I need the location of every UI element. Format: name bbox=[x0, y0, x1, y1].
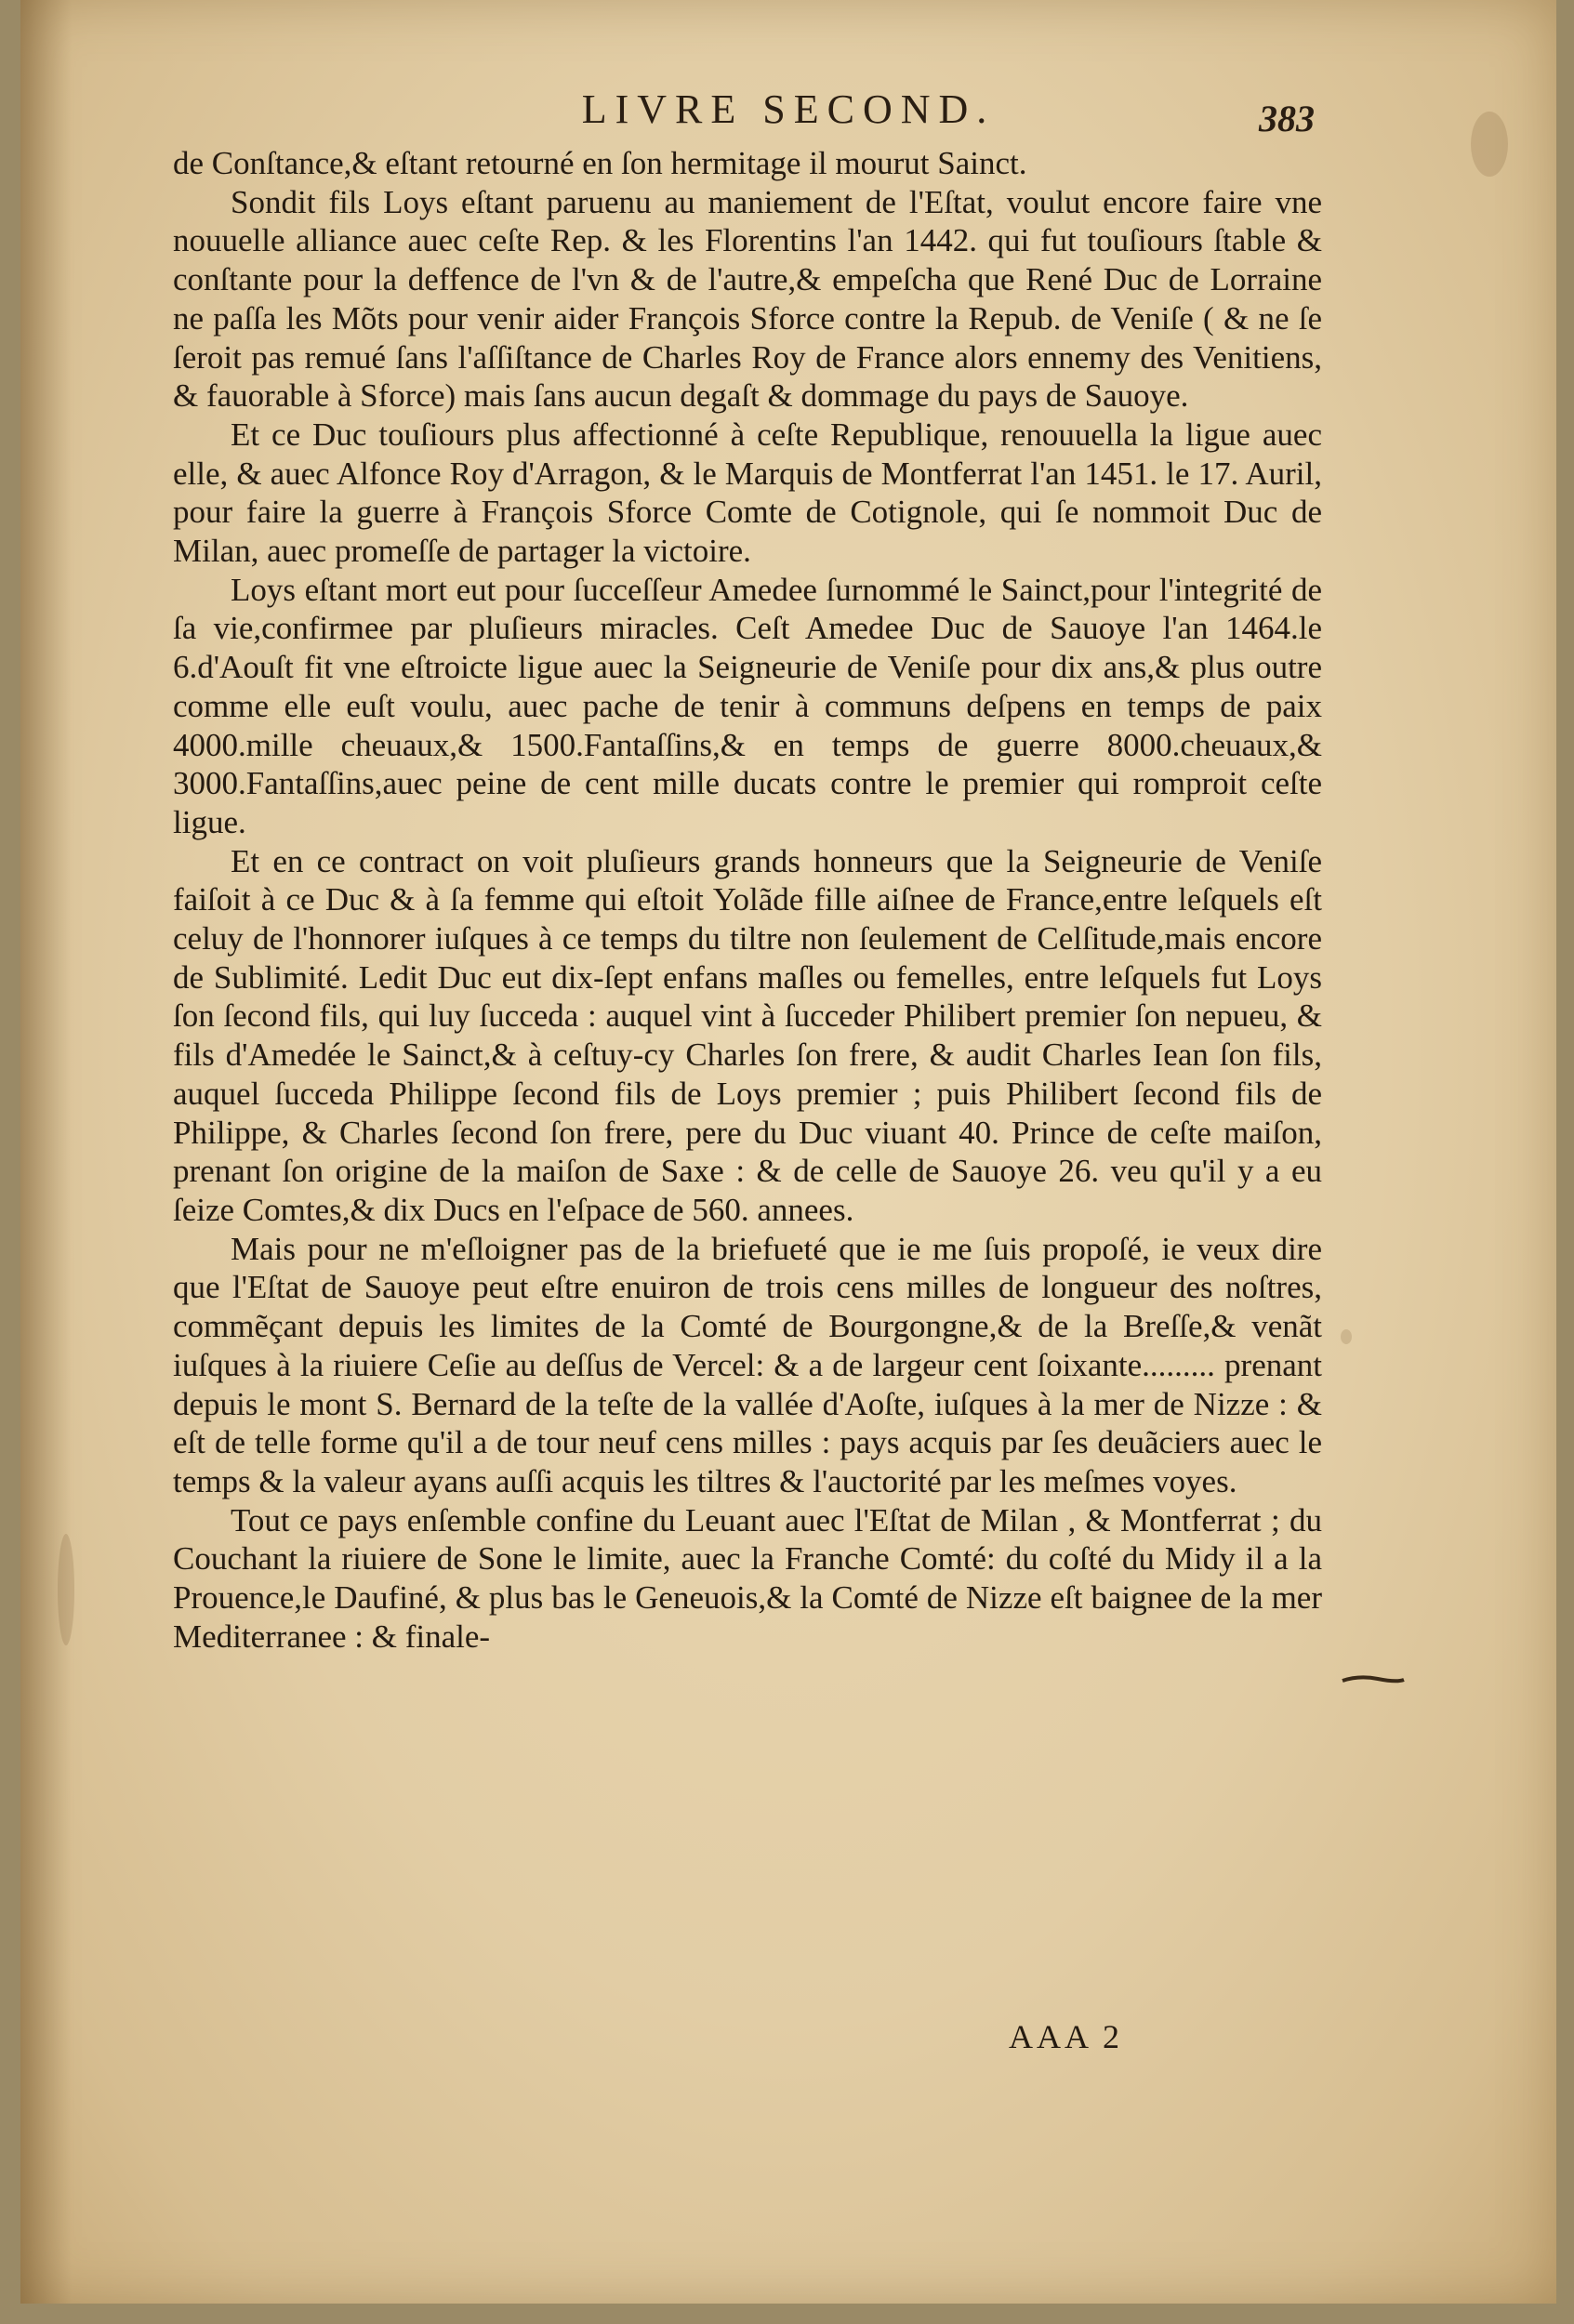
signature-mark: AAA 2 bbox=[1009, 2018, 1124, 2055]
body-text bbox=[173, 144, 1322, 1656]
paragraph: Sondit fils Loys eſtant paruenu au maniement de l'Eſtat, voulut encore faire vne nouuelle alliance auec ceſte Rep. & les Florentins l'an 1442. qui fut touſiours ſtable & conſtante pour la deffence de l'vn & de l'autre,& empeſcha que René Duc de Lorraine ne paſſa les Mõts pour venir aider François Sforce contre la Repub. de Veniſe ( & ne ſe ſeroit pas remué ſans l'aſſiſtance de Charles Roy de France alors ennemy des Venitiens, & fauorable à Sforce) mais ſans aucun degaſt & dommage du pays de Sauoye. bbox=[173, 183, 1322, 415]
running-head: LIVRE SECOND. bbox=[581, 86, 996, 132]
ink-blot-mark bbox=[1341, 1673, 1406, 1686]
paragraph: de Conſtance,& eſtant retourné en ſon hermitage il mourut Sainct. bbox=[173, 145, 1027, 181]
gutter-shadow bbox=[20, 0, 72, 2304]
paragraph: Et en ce contract on voit pluſieurs grands honneurs que la Seigneurie de Veniſe faiſoit à ce Duc & à ſa femme qui eſtoit Yolãde fille aiſnee de France,entre leſquels eſt celuy de l'honnorer iuſques à ce temps du tiltre non ſeulement de Celſitude,mais encore de Sublimité. Ledit Duc eut dix-ſept enfans maſles ou femelles, entre leſquels fut Loys ſon ſecond fils, qui luy ſucceda : auquel vint à ſucceder Philibert premier ſon nepueu, & fils d'Amedée le Sainct,& à ceſtuy-cy Charles ſon frere, & audit Charles Iean ſon fils, auquel ſucceda Philippe ſecond fils de Loys premier ; puis Philibert ſecond fils de Philippe, & Charles ſecond ſon frere, pere du Duc viuant 40. Prince de ceſte maiſon, prenant ſon origine de la maiſon de Saxe : & de celle de Sauoye 26. veu qu'il y a eu ſeize Comtes,& dix Ducs en l'eſpace de 560. annees. bbox=[173, 842, 1322, 1228]
paragraph: Et ce Duc touſiours plus affectionné à ceſte Republique, renouuella la ligue auec elle, & auec Alfonce Roy d'Arragon, & le Marquis de Montferrat l'an 1451. le 17. Auril, pour faire la guerre à François Sforce Comte de Cotignole, qui ſe nommoit Duc de Milan, auec promeſſe de partager la victoire. bbox=[173, 416, 1322, 570]
page-number: 383 bbox=[1259, 98, 1315, 139]
paragraph: Loys eſtant mort eut pour ſucceſſeur Amedee ſurnommé le Sainct,pour l'integrité de ſa vie,confirmee par pluſieurs miracles. Ceſt Amedee Duc de Sauoye l'an 1464.le 6.d'Aouſt fit vne eſtroicte ligue auec la Seigneurie de Veniſe pour dix ans,& plus outre comme elle euſt voulu, auec pache de tenir à communs deſpens en temps de paix 4000.mille cheuaux,& 1500.Fantaſſins,& en temps de guerre 8000.cheuaux,& 3000.Fantaſſins,auec peine de cent mille ducats contre le premier qui romproit ceſte ligue. bbox=[173, 571, 1322, 840]
book-page bbox=[20, 0, 1556, 2304]
paper-stain bbox=[58, 1534, 74, 1645]
paragraph: Mais pour ne m'eſloigner pas de la briefueté que ie me ſuis propoſé, ie veux dire que l'Eſtat de Sauoye peut eſtre enuiron de trois cens milles de longueur des noſtres, commẽçant depuis les limites de la Comté de Bourgongne,& de la Breſſe,& venãt iuſques à la riuiere Ceſie au deſſus de Vercel: & a de largeur cent ſoixante......... prenant depuis le mont S. Bernard de la teſte de la vallée d'Aoſte, iuſques à la mer de Nizze : & eſt de telle forme qu'il a de tour neuf cens milles : pays acquis par ſes deuãciers auec le temps & la valeur ayans auſſi acquis les tiltres & l'auctorité par les meſmes voyes. bbox=[173, 1230, 1322, 1499]
paper-stain bbox=[1341, 1329, 1352, 1344]
paragraph: Tout ce pays enſemble confine du Leuant auec l'Eſtat de Milan , & Montferrat ; du Couchant la riuiere de Sone le limite, auec la Franche Comté: du coſté du Midy il a la Prouence,le Daufiné, & plus bas le Geneuois,& la Comté de Nizze eſt baignee de la mer Mediterranee : & finale- bbox=[173, 1501, 1322, 1655]
